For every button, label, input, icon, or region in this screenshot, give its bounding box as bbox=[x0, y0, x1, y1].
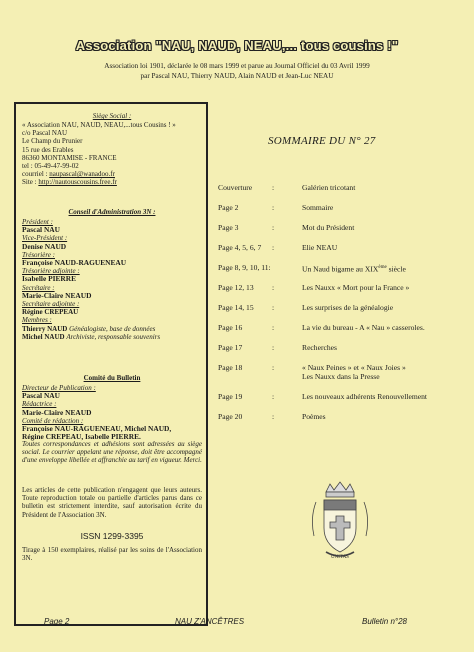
toc-colon: : bbox=[272, 392, 275, 401]
issn: ISSN 1299-3395 bbox=[80, 531, 144, 541]
toc-colon: : bbox=[272, 343, 275, 352]
siege-line: Le Champ du Prunier bbox=[22, 137, 83, 146]
toc-title: Poèmes bbox=[302, 412, 326, 421]
issn-wrap bbox=[22, 532, 202, 541]
membre-1-role: Généalogiste, base de données bbox=[69, 324, 156, 333]
toc-title-line-1: « Naux Peines » et « Naux Joies » bbox=[302, 363, 406, 372]
siege-heading: Siège Social : bbox=[92, 112, 132, 120]
crest-motto: UNITAS bbox=[331, 555, 349, 560]
membre-1 bbox=[22, 325, 202, 333]
toc-colon: : bbox=[272, 412, 275, 421]
siege-address bbox=[22, 121, 202, 187]
toc-colon: : bbox=[272, 243, 275, 252]
president-label: Président : bbox=[22, 218, 53, 226]
conseil-heading: Conseil d'Administration 3N : bbox=[68, 208, 156, 216]
toc-title: Les surprises de la généalogie bbox=[302, 303, 394, 312]
comite-heading: Comité du Bulletin bbox=[83, 374, 141, 382]
toc-page: Page 3 bbox=[218, 223, 239, 232]
membre-2-name: Michel NAUD bbox=[22, 332, 65, 341]
siege-site-line bbox=[22, 178, 202, 186]
membre-1-name: Thierry NAUD bbox=[22, 324, 68, 333]
toc-page: Couverture bbox=[218, 183, 253, 192]
toc-colon: : bbox=[272, 323, 275, 332]
footer-page-number: Page 2 bbox=[44, 617, 70, 626]
subtitle-line-2: par Pascal NAU, Thierry NAUD, Alain NAUD et Jean-Luc NEAU bbox=[140, 71, 334, 80]
toc-page: Page 14, 15 bbox=[218, 303, 254, 312]
toc-title-line-2: Les Nauxx dans la Presse bbox=[302, 372, 380, 381]
toc-page: Page 17 bbox=[218, 343, 243, 352]
association-title: Association "NAU, NAUD, NEAU,... tous cousins !" bbox=[75, 38, 399, 53]
siege-email-line bbox=[22, 170, 202, 178]
site-link[interactable]: http://nautouscousins.free.fr bbox=[38, 178, 117, 187]
vice-name: Denise NAUD bbox=[22, 241, 67, 251]
siege-line: 15 rue des Erables bbox=[22, 145, 74, 154]
toc-title: Recherches bbox=[302, 343, 337, 352]
info-panel bbox=[14, 102, 208, 626]
toc-title-post: siècle bbox=[386, 264, 406, 274]
comite-heading-wrap bbox=[22, 374, 202, 382]
siege-social bbox=[22, 112, 202, 120]
siege-line: c/o Pascal NAU bbox=[22, 129, 68, 138]
membre-2 bbox=[22, 333, 202, 341]
siege-line: tel : 05-49-47-99-02 bbox=[22, 162, 79, 171]
email-label: courriel : bbox=[22, 170, 50, 179]
footer-bulletin-name: NAU Z'ANCÊTRES bbox=[175, 617, 245, 626]
secretaire-label: Secrétaire : bbox=[22, 283, 55, 292]
correspondence-notice: Toutes correspondances et adhésions sont adressées au siège social. Le courrier appelant une réponse, doit être accompagné d'une enveloppe libellée et affranchie au tarif en vigueur. Merci. bbox=[22, 440, 202, 465]
subtitle-line-1: Association loi 1901, déclarée le 08 mars 1999 et parue au Journal Officiel du 03 Avril 1999 bbox=[104, 62, 370, 70]
copyright-notice: Les articles de cette publication n'engagent que leurs auteurs. Toute reproduction totale ou partielle d'articles parus dans ce bulletin est strictement interdite, sauf autorisation écrite du Président de l'Association 3N. bbox=[22, 486, 202, 519]
toc-page: Page 4, 5, 6, 7 bbox=[218, 243, 262, 252]
tirage-notice: Tirage à 150 exemplaires, réalisé par les soins de l'Association 3N. bbox=[22, 546, 202, 563]
redactrice-name: Marie-Claire NEAUD bbox=[22, 407, 92, 417]
tresoriere-label: Trésorière : bbox=[22, 250, 55, 259]
toc-title: La vie du bureau - A « Nau » casseroles. bbox=[302, 323, 425, 332]
site-label: Site : bbox=[22, 178, 39, 187]
toc-title-pre: Un Naud bigame au XIX bbox=[302, 264, 379, 274]
treso-adj-name: Isabelle PIERRE bbox=[22, 274, 76, 284]
coat-of-arms-icon bbox=[304, 478, 376, 564]
toc-title bbox=[302, 363, 462, 381]
siege-line: 86360 MONTAMISE - FRANCE bbox=[22, 153, 117, 162]
toc-title: Les nouveaux adhérents Renouvellement bbox=[302, 392, 428, 401]
footer-bulletin-number: Bulletin n°28 bbox=[362, 617, 408, 626]
toc-page: Page 16 bbox=[218, 323, 243, 332]
comite-list bbox=[22, 384, 202, 441]
email-link[interactable]: naupascal@wanadoo.fr bbox=[49, 170, 115, 179]
tresoriere-name: Françoise NAUD-RAGUENEAU bbox=[22, 258, 127, 268]
toc-page: Page 18 bbox=[218, 363, 243, 372]
toc-title: Sommaire bbox=[302, 203, 334, 212]
siege-line: « Association NAU, NAUD, NEAU,...tous Cousins ! » bbox=[22, 121, 176, 129]
toc-title: Galérien tricotant bbox=[302, 183, 356, 192]
redaction-line-2: Régine CREPEAU, Isabelle PIERRE. bbox=[22, 432, 141, 442]
toc-title: Mot du Président bbox=[302, 223, 355, 232]
redaction-label: Comité de rédaction : bbox=[22, 416, 84, 425]
secretaire-name: Marie-Claire NEAUD bbox=[22, 290, 92, 300]
redaction-line-1: Françoise NAU-RAGUENEAU, Michel NAUD, bbox=[22, 424, 172, 434]
redactrice-label: Rédactrice : bbox=[22, 400, 57, 409]
toc-colon: : bbox=[272, 183, 275, 192]
toc-colon: : bbox=[272, 223, 275, 232]
toc-colon: : bbox=[272, 363, 275, 372]
treso-adj-label: Trésorière adjointe : bbox=[22, 267, 80, 276]
toc-colon: : bbox=[272, 203, 275, 212]
toc-colon: : bbox=[272, 283, 275, 292]
summary-title: SOMMAIRE DU N° 27 bbox=[268, 135, 376, 147]
toc-title-sup: ème bbox=[378, 265, 387, 270]
directeur-label: Directeur de Publication : bbox=[22, 384, 96, 392]
secr-adj-label: Secrétaire adjointe : bbox=[22, 300, 80, 309]
conseil-heading-wrap bbox=[22, 208, 202, 216]
toc-title: Les Nauxx « Mort pour la France » bbox=[302, 283, 410, 292]
association-subtitle bbox=[60, 62, 414, 81]
toc-page: Page 19 bbox=[218, 392, 243, 401]
conseil-list bbox=[22, 218, 202, 341]
toc-page: Page 2 bbox=[218, 203, 239, 212]
directeur-name: Pascal NAU bbox=[22, 391, 60, 401]
secr-adj-name: Régine CREPEAU bbox=[22, 308, 79, 317]
membres-label: Membres : bbox=[22, 316, 52, 325]
toc-page: Page 8, 9, 10, 11: bbox=[218, 263, 271, 272]
president-name: Pascal NAU bbox=[22, 225, 60, 235]
toc-title: Elie NEAU bbox=[302, 243, 338, 252]
membre-2-role: Archiviste, responsable souvenirs bbox=[66, 332, 161, 341]
toc-page: Page 20 bbox=[218, 412, 243, 421]
vice-label: Vice-Président : bbox=[22, 234, 68, 243]
toc-page: Page 12, 13 bbox=[218, 283, 254, 292]
toc-title bbox=[302, 263, 462, 274]
toc-colon: : bbox=[272, 303, 275, 312]
